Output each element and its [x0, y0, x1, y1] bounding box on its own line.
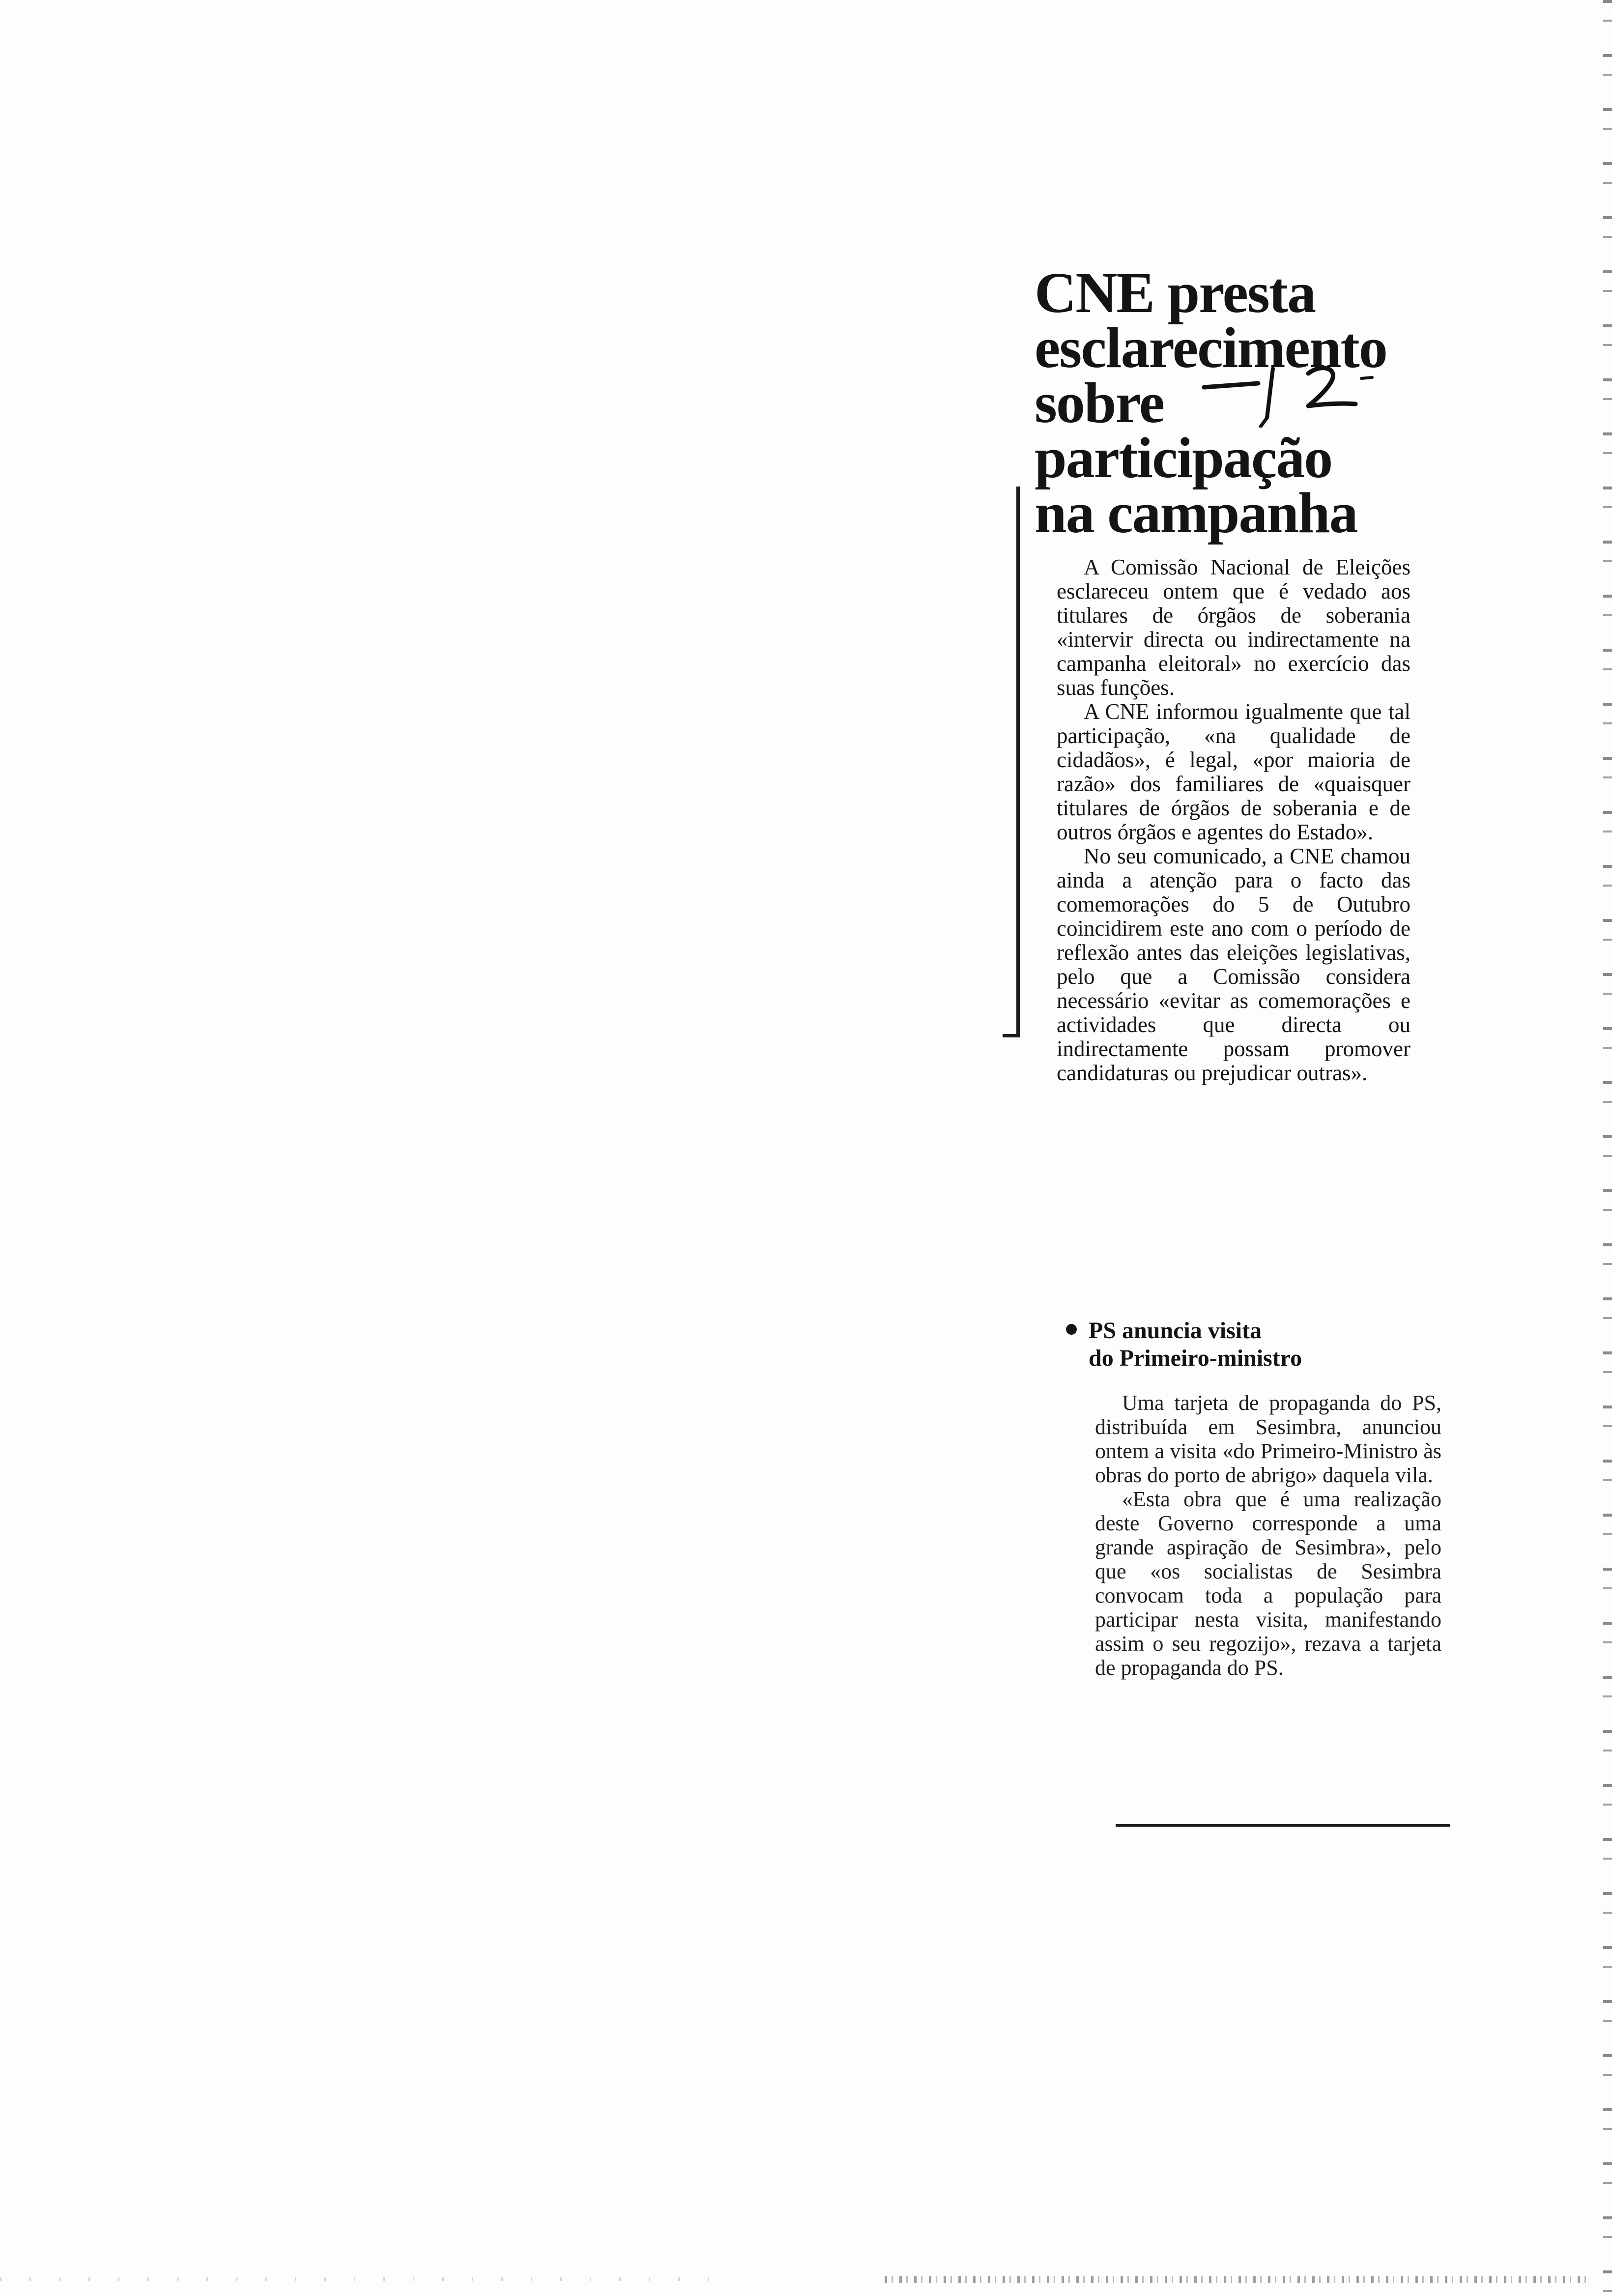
headline-line: participação: [1035, 426, 1332, 490]
subhead-line: PS anuncia visita: [1089, 1318, 1262, 1344]
headline-line: esclarecimento: [1035, 316, 1387, 380]
scan-edge-bottom-left: [0, 2277, 737, 2281]
scan-edge-right: [1603, 0, 1612, 2296]
body-paragraph: A CNE informou igualmente que tal participação, «na qualidade de cidadãos», é legal, «por maioria de razão» dos familiares de «quaisquer titulares de órgãos de soberania e de outros órgãos e agentes do Estado».: [1057, 699, 1410, 844]
body-paragraph: No seu comunicado, a CNE chamou ainda a atenção para o facto das comemorações do 5 de Outubro coincidirem este ano com o período de reflexão antes das eleições legislativas, pelo que a Comissão considera necessário «evitar as comemorações e actividades que directa ou indirectamente possam promover candidaturas ou prejudicar outras».: [1057, 844, 1410, 1085]
article-body: [1057, 555, 1410, 1085]
clipping-margin-foot: [1003, 1034, 1020, 1037]
headline-line: CNE presta: [1035, 260, 1316, 325]
body-paragraph: A Comissão Nacional de Eleições esclareceu ontem que é vedado aos titulares de órgãos de soberania «intervir directa ou indirectamente na campanha eleitoral» no exercício das suas funções.: [1057, 555, 1410, 700]
headline-line: na campanha: [1035, 481, 1357, 545]
body-paragraph: «Esta obra que é uma realização deste Governo corresponde a uma grande aspiração de Sesimbra», pelo que «os socialistas de Sesimbra convocam toda a população para participar nesta visita, manifestando assim o seu regozijo», rezava a tarjeta de propaganda do PS.: [1095, 1487, 1441, 1680]
body-paragraph: Uma tarjeta de propaganda do PS, distribuída em Sesimbra, anunciou ontem a visita «do Primeiro-Ministro às obras do porto de abrigo» daquela vila.: [1095, 1391, 1441, 1487]
section-body: [1095, 1391, 1441, 1680]
handwritten-annotation: [1199, 359, 1381, 428]
scan-edge-bottom: [885, 2276, 1592, 2283]
subhead-line: do Primeiro-ministro: [1089, 1345, 1302, 1371]
clipping-margin-bar: [1016, 487, 1020, 1037]
bullet-icon: [1066, 1324, 1077, 1335]
headline-line: sobre: [1035, 371, 1164, 435]
section-subhead: [1089, 1317, 1393, 1372]
end-rule: [1116, 1824, 1450, 1827]
